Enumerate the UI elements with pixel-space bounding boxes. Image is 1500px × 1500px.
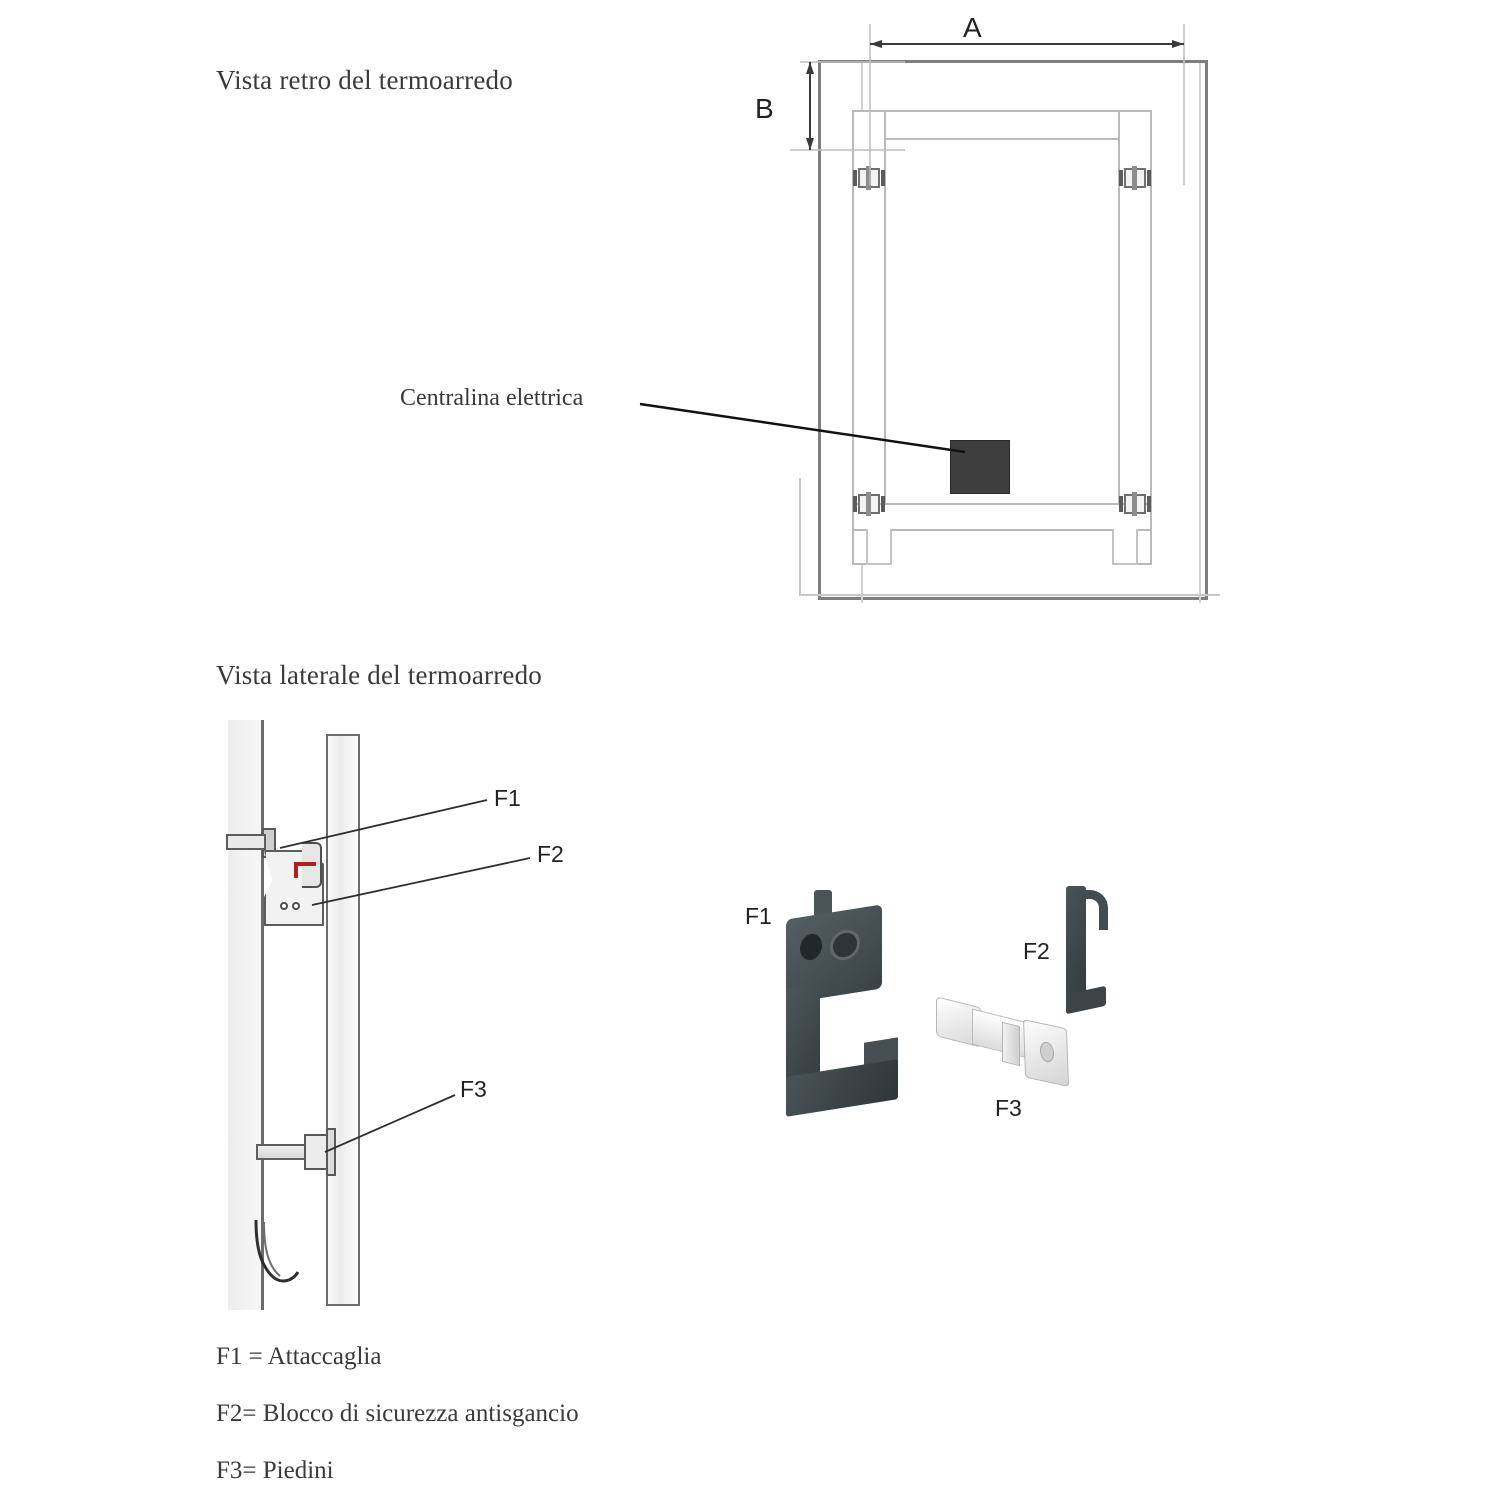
foot-block [304,1134,328,1170]
bracket-tick [1147,170,1151,186]
wall-anchor-plate [226,834,266,850]
bracket-tick [853,496,857,512]
legend-item-f3: F3= Piedini [216,1457,334,1484]
dimension-b-label: B [755,93,774,124]
radiator-bottom-bar [852,503,1152,531]
safety-clip-highlight [294,862,316,878]
foot-assembly [250,1128,342,1178]
radiator-top-bar [852,110,1152,140]
side-view-label-f1: F1 [494,785,521,811]
dimension-a-label: A [963,12,982,43]
side-view-drawing [210,720,630,1310]
bracket-tick [1147,496,1151,512]
bracket-tick [1119,170,1123,186]
parts-illustration [740,880,1160,1140]
parts-label-f1: F1 [745,903,772,929]
bracket-top-left [852,166,886,190]
legend-item-f2: F2= Blocco di sicurezza antisgancio [216,1400,579,1427]
screw-dot [280,902,288,910]
rear-view-title: Vista retro del termoarredo [216,65,513,95]
centralina-elettrica-box [950,440,1010,494]
radiator-body [852,110,1152,565]
f2-hook [1078,890,1108,930]
bracket-mid [1132,492,1137,516]
radiator-foot-right [1112,529,1138,565]
radiator-foot-left [866,529,892,565]
power-cable [250,1220,330,1290]
legend-item-f1: F1 = Attaccaglia [216,1343,382,1370]
parts-label-f2: F2 [1023,938,1050,964]
radiator-panel-profile [326,734,360,1306]
bracket-tick [881,496,885,512]
screw-dot [292,902,300,910]
side-view-title: Vista laterale del termoarredo [216,660,542,690]
rear-view-drawing [790,40,1230,605]
bracket-mid [1132,166,1137,190]
bracket-bottom-left [852,492,886,516]
bracket-mid [866,166,871,190]
side-view-label-f2: F2 [537,841,564,867]
parts-label-f3: F3 [995,1095,1022,1121]
bracket-tick [1119,496,1123,512]
hook-screws [280,902,302,912]
bracket-mid [866,492,871,516]
f3-ring [1002,1022,1020,1066]
hook-assembly [250,828,340,938]
side-view-label-f3: F3 [460,1076,487,1102]
part-f1-attaccaglia [768,890,916,1120]
bracket-bottom-right [1118,492,1152,516]
bracket-tick [881,170,885,186]
centralina-callout-label: Centralina elettrica [400,385,584,411]
bracket-top-right [1118,166,1152,190]
bracket-tick [853,170,857,186]
foot-rod [256,1144,310,1160]
foot-flange [326,1128,336,1176]
